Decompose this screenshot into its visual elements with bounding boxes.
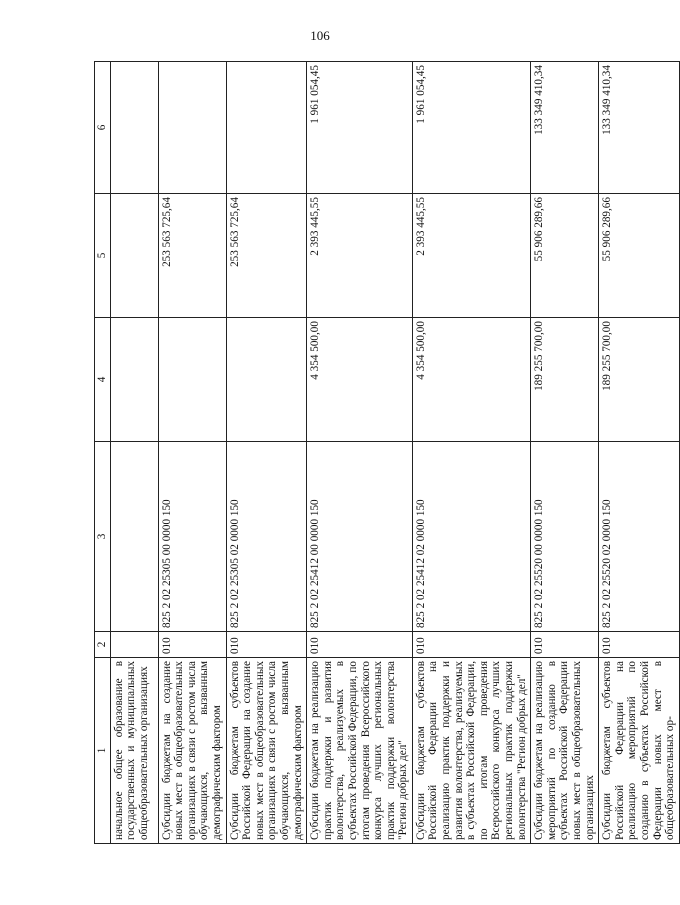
column-header-4: 4 <box>95 318 111 442</box>
row-admin-code: 010 <box>599 632 680 658</box>
rotated-table-frame <box>94 62 677 844</box>
table-row <box>412 62 530 844</box>
row-col4-value <box>158 318 226 442</box>
row-col5-value <box>110 194 158 318</box>
row-col6-value <box>110 62 158 194</box>
row-admin-code: 010 <box>412 632 530 658</box>
row-budget-code: 825 2 02 25412 02 0000 150 <box>412 442 530 632</box>
row-budget-code: 825 2 02 25520 02 0000 150 <box>599 442 680 632</box>
row-name: Субсидии бюджетам на реализацию практик поддержки и развития волонтерства, реализуемых в субъектах Российской Федерации, по итогам проведения Всероссийского конкурса лучших региональных практик поддержки волонтерства "Регион добрых дел" <box>307 658 413 844</box>
table-row <box>158 62 226 844</box>
row-col6-value <box>158 62 226 194</box>
table-row <box>599 62 680 844</box>
column-header-3: 3 <box>95 442 111 632</box>
row-name: Субсидии бюджетам на создание новых мест в общеобразовательных организациях в связи с ростом числа обучающихся, вызванным демографическим фактором <box>158 658 226 844</box>
budget-table <box>94 61 680 844</box>
column-header-6: 6 <box>95 62 111 194</box>
row-col4-value: 189 255 700,00 <box>599 318 680 442</box>
table-row <box>307 62 413 844</box>
row-col6-value: 1 961 054,45 <box>307 62 413 194</box>
row-admin-code: 010 <box>158 632 226 658</box>
row-col5-value: 2 393 445,55 <box>412 194 530 318</box>
row-admin-code: 010 <box>226 632 307 658</box>
table-row <box>226 62 307 844</box>
table-row <box>531 62 599 844</box>
row-col4-value: 4 354 500,00 <box>307 318 413 442</box>
column-header-5: 5 <box>95 194 111 318</box>
row-budget-code: 825 2 02 25412 00 0000 150 <box>307 442 413 632</box>
rotated-table-container <box>94 62 677 844</box>
row-col6-value: 133 349 410,34 <box>531 62 599 194</box>
row-col4-value: 189 255 700,00 <box>531 318 599 442</box>
page-number: 106 <box>310 28 330 43</box>
row-col5-value: 253 563 725,64 <box>226 194 307 318</box>
row-name: начальное общее образование в государственных и муниципальных общеобразовательных организациях <box>110 658 158 844</box>
row-admin-code: 010 <box>307 632 413 658</box>
row-col6-value: 1 961 054,45 <box>412 62 530 194</box>
row-name: Субсидии бюджетам субъектов Российской Федерации на реализацию практик поддержки и развития волонтерства, реализуемых в субъектах Российской Федерации, по итогам проведения Всероссийского конкурса лучших региональных практик поддержки волонтерства "Регион добрых дел" <box>412 658 530 844</box>
row-admin-code: 010 <box>531 632 599 658</box>
column-header-1: 1 <box>95 658 111 844</box>
header-row <box>95 62 111 844</box>
row-col5-value: 2 393 445,55 <box>307 194 413 318</box>
row-col4-value: 4 354 500,00 <box>412 318 530 442</box>
row-name: Субсидии бюджетам на реализацию мероприятий по созданию в субъектах Российской Федерации новых мест в общеобразовательных организациях <box>531 658 599 844</box>
table-row <box>110 62 158 844</box>
row-col6-value <box>226 62 307 194</box>
row-col5-value: 55 906 289,66 <box>599 194 680 318</box>
row-col5-value: 253 563 725,64 <box>158 194 226 318</box>
row-name: Субсидии бюджетам субъектов Российской Федерации на реализацию мероприятий по созданию в субъектах Российской Федерации новых мест в общеобразовательных ор- <box>599 658 680 844</box>
row-admin-code <box>110 632 158 658</box>
row-budget-code <box>110 442 158 632</box>
row-budget-code: 825 2 02 25305 00 0000 150 <box>158 442 226 632</box>
row-col5-value: 55 906 289,66 <box>531 194 599 318</box>
row-name: Субсидии бюджетам субъектов Российской Федерации на создание новых мест в общеобразовательных организациях в связи с ростом числа обучающихся, вызванным демографическим фактором <box>226 658 307 844</box>
row-col4-value <box>110 318 158 442</box>
row-col6-value: 133 349 410,34 <box>599 62 680 194</box>
row-budget-code: 825 2 02 25520 00 0000 150 <box>531 442 599 632</box>
row-budget-code: 825 2 02 25305 02 0000 150 <box>226 442 307 632</box>
row-col4-value <box>226 318 307 442</box>
column-header-2: 2 <box>95 632 111 658</box>
